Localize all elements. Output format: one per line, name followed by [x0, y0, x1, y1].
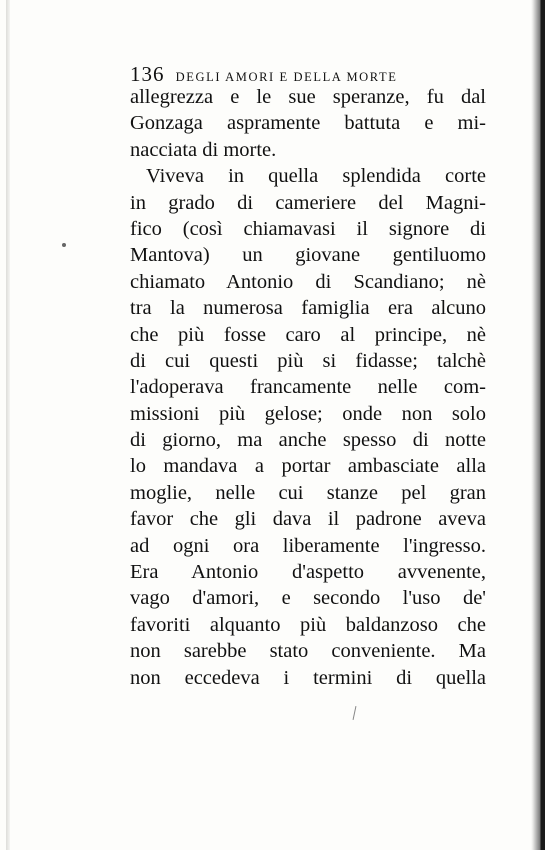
text-line: Viveva in quella splendida corte	[146, 165, 486, 188]
text-line: Gonzaga aspramente battuta e mi-	[130, 112, 486, 135]
text-line: in grado di cameriere del Magni-	[130, 191, 486, 214]
text-line: di cui questi più si fidasse; talchè	[130, 349, 486, 372]
text-line: missioni più gelose; onde non solo	[130, 402, 486, 425]
text-line: fico (così chiamavasi il signore di	[130, 217, 486, 240]
text-line: allegrezza e le sue speranze, fu dal	[130, 86, 486, 108]
text-line: chiamato Antonio di Scandiano; nè	[130, 270, 486, 293]
text-line: nacciata di morte.	[130, 138, 277, 161]
text-line: non eccedeva i termini di quella	[130, 666, 486, 689]
text-line: favoriti alquanto più baldanzoso che	[130, 613, 486, 636]
text-line: vago d'amori, e secondo l'uso de'	[130, 587, 486, 610]
text-line: lo mandava a portar ambasciate alla	[130, 455, 486, 478]
text-line: ad ogni ora liberamente l'ingresso.	[130, 534, 486, 557]
text-line: l'adoperava francamente nelle com-	[130, 376, 486, 399]
text-line: tra la numerosa famiglia era alcuno	[130, 297, 486, 320]
body-text	[130, 84, 486, 691]
text-line: di giorno, ma anche spesso di notte	[130, 429, 486, 452]
text-line: favor che gli dava il padrone aveva	[130, 508, 486, 531]
running-title: DEGLI AMORI E DELLA MORTE	[175, 70, 398, 84]
ink-mark	[353, 706, 357, 720]
page-edge-right	[531, 0, 545, 850]
text-line: Mantova) un giovane gentiluomo	[130, 244, 486, 267]
text-line: moglie, nelle cui stanze pel gran	[130, 481, 486, 504]
text-line: che più fosse caro al principe, nè	[130, 323, 486, 346]
ink-speck	[62, 243, 66, 247]
page-number: 136	[130, 62, 165, 86]
page-gutter-left	[6, 0, 10, 850]
text-line: Era Antonio d'aspetto avvenente,	[130, 561, 486, 584]
text-line: non sarebbe stato conveniente. Ma	[130, 640, 486, 663]
running-head	[130, 62, 490, 86]
